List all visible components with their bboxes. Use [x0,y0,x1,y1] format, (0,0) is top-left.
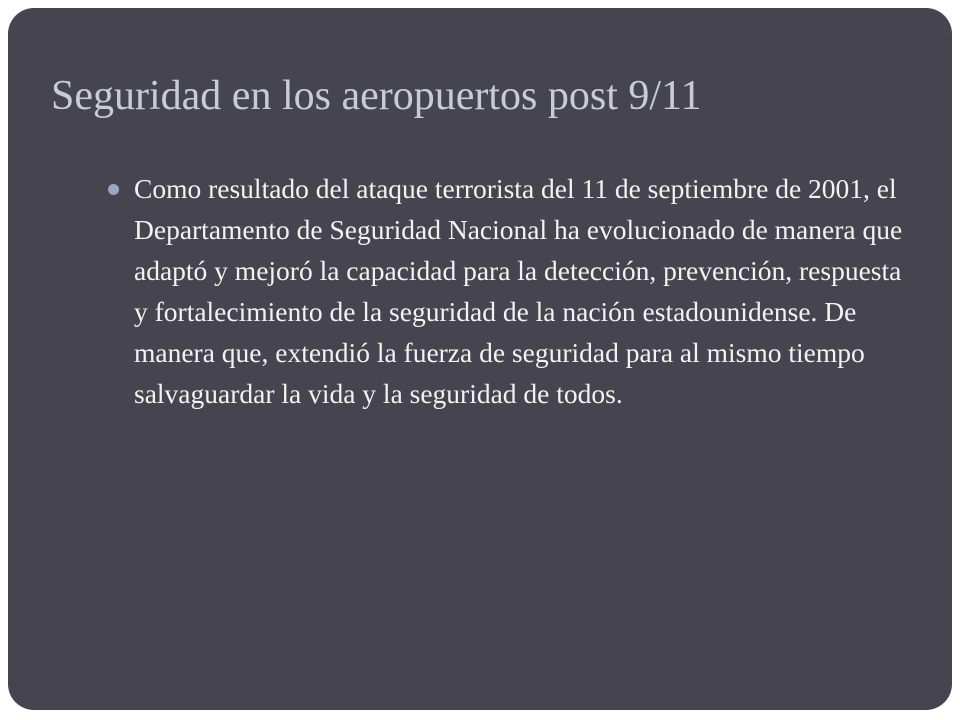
slide [8,8,952,710]
bullet-item [108,168,908,414]
slide-title: Seguridad en los aeropuertos post 9/11 [51,73,702,119]
bullet-list [108,168,908,414]
bullet-dot-icon [108,184,119,195]
bullet-text: Como resultado del ataque terrorista del 11 de septiembre de 2001, el Departamento de Seguridad Nacional ha evolucionado de manera que adaptó y mejoró la capacidad para la detección, prevención, respuesta y fortalecimiento de la seguridad de la nación estadounidense. De manera que, extendió la fuerza de seguridad para al mismo tiempo salvaguardar la vida y la seguridad de todos. [134,173,903,409]
